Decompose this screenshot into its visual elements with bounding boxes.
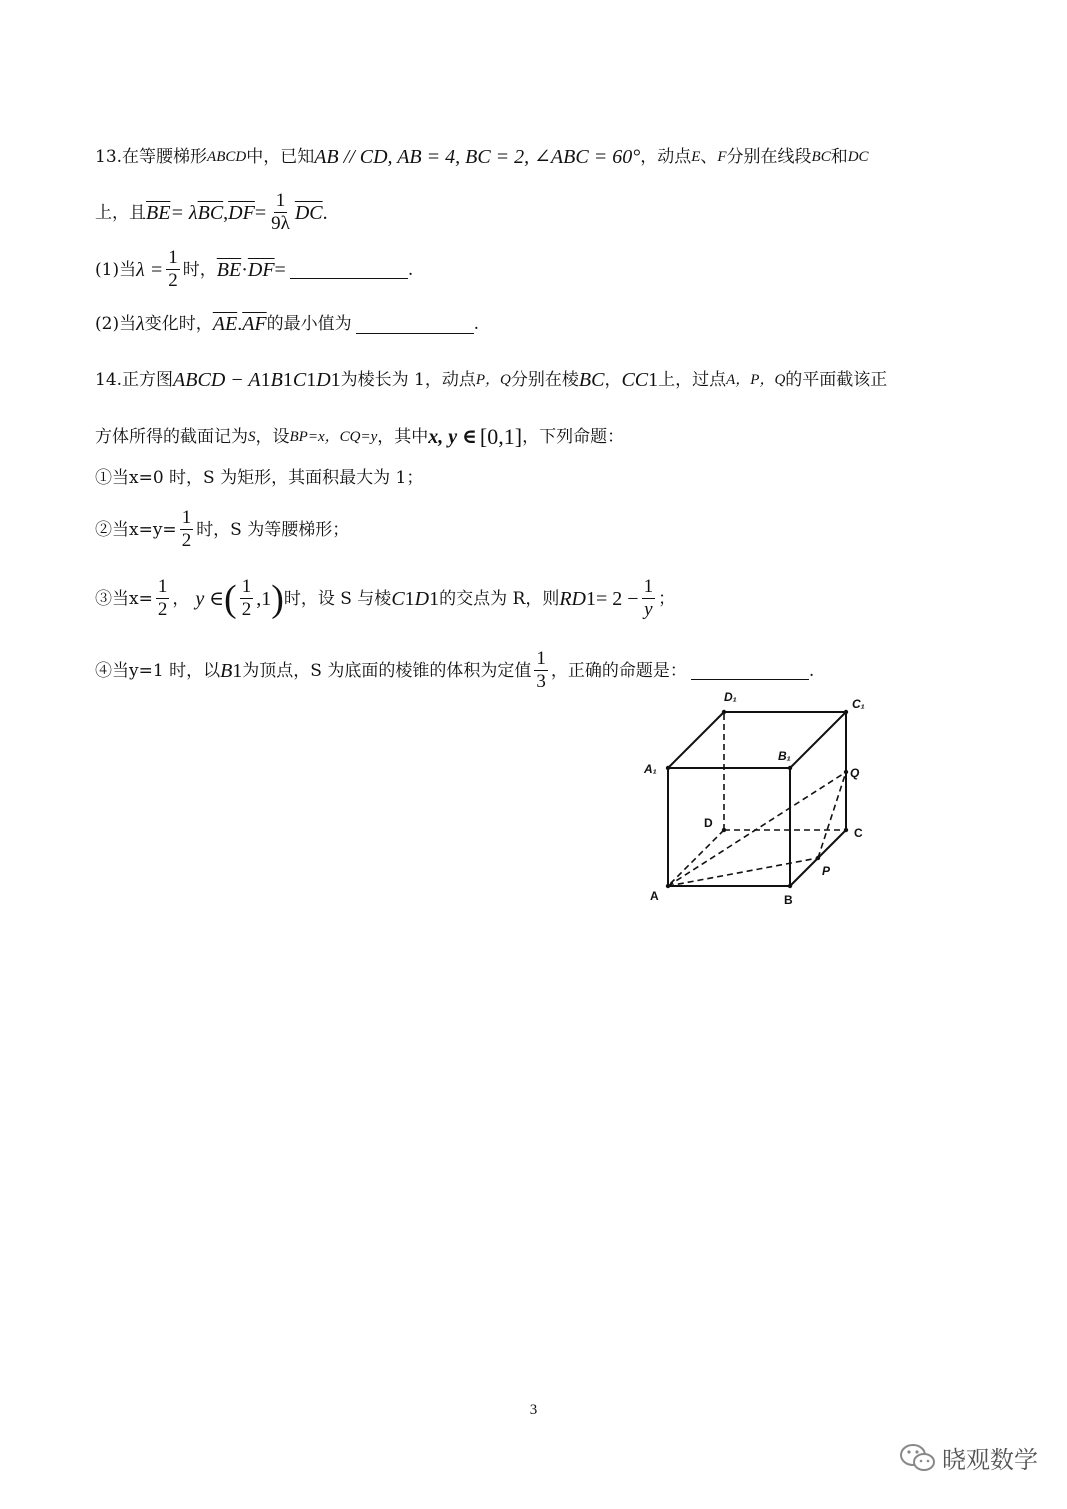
cube-figure xyxy=(600,680,900,920)
label-A: A xyxy=(650,889,659,903)
q13-part2: (2)当 λ 变化时， $\overline{AE}$ . $\overline{AF}$ 的最小值为 . xyxy=(95,313,480,335)
vertex-A xyxy=(666,884,670,888)
vertex-D xyxy=(722,828,726,832)
label-D1: D₁ xyxy=(724,690,737,704)
fraction: $\frac{1}{y}$ xyxy=(643,576,654,620)
edge-D-A xyxy=(668,830,724,886)
wechat-icon xyxy=(898,1441,938,1475)
label-Q: Q xyxy=(850,766,860,780)
label-B1: B₁ xyxy=(778,749,791,763)
edge-A1-D1 xyxy=(668,712,724,768)
watermark-text: 晓观数学 xyxy=(942,1446,1038,1474)
q14-line2: 方体所得的截面记为 S ，设 BP=x，CQ=y ，其中 x, y ∈ [0,1] ，下列命题： xyxy=(95,424,625,449)
answer-blank xyxy=(290,260,408,279)
q14-choice-1: ①当x=0 时，S 为矩形，其面积最大为 1； xyxy=(95,468,424,488)
fraction: $\frac{1}{3}$ xyxy=(536,648,546,692)
label-P: P xyxy=(822,864,831,878)
answer-blank xyxy=(356,315,474,334)
fraction: $\frac{1}{2}$ xyxy=(241,576,252,620)
q13-part1: (1)当 λ = $\frac{1}{2}$ 时， $\overline{BE}$ · $\overline{DF}$ = . xyxy=(95,247,414,291)
point-Q xyxy=(844,770,848,774)
answer-blank xyxy=(691,661,809,680)
label-B: B xyxy=(784,893,793,907)
vertex-C xyxy=(844,828,848,832)
q14-choice-3: ③当x= $\frac{1}{2}$ ， y ∈ ( $\frac{1}{2}$ ,1 ) 时，设 S 与棱 C 1 D 1 的交点为 R，则 RD 1 = 2 − $\frac{1}{y}$ ； xyxy=(95,576,676,620)
q13-conditions: AB // CD, AB = 4, BC = 2, ∠ABC = 60° xyxy=(314,146,641,168)
page-number: 3 xyxy=(529,1402,538,1418)
label-C: C xyxy=(854,826,863,840)
q13-line1: 13.在等腰梯形 ABCD 中，已知 AB // CD, AB = 4, BC = 2, ∠ABC = 60° ，动点 E 、 F 分别在线段 BC 和 DC xyxy=(95,146,869,168)
label-C1: C₁ xyxy=(852,697,865,711)
q14-line1: 14.正方图 ABCD − A 1 B 1 C 1 D 1 为棱长为 1，动点 P，Q 分别在棱 BC ， CC 1 上，过点 A，P，Q 的平面截该正 xyxy=(95,369,888,391)
q14-choice-2: ②当x=y= $\frac{1}{2}$ 时，S 为等腰梯形； xyxy=(95,507,350,551)
q13-line2: 上，且 $\overline{BE}$ = λ $\overline{BC}$ , $\overline{DF}$ = $\frac{1}{9\lambda}$ $\overline{DC}$ . xyxy=(95,190,328,234)
fraction: $\frac{1}{9\lambda}$ xyxy=(271,190,290,234)
watermark xyxy=(898,1440,1038,1475)
vertex-C1 xyxy=(844,710,848,714)
vertex-B1 xyxy=(788,766,792,770)
vertex-B xyxy=(788,884,792,888)
point-P xyxy=(816,856,820,860)
vertex-A1 xyxy=(666,766,670,770)
edge-C1-B1 xyxy=(790,712,846,768)
label-D: D xyxy=(704,816,713,830)
label-A1: A₁ xyxy=(644,762,657,776)
q14-choice-4: ④当y=1 时，以 B 1 为顶点，S 为底面的棱锥的体积为定值 $\frac{1}{3}$ ，正确的命题是： . xyxy=(95,648,815,692)
fraction: $\frac{1}{2}$ xyxy=(157,576,168,620)
fraction: $\frac{1}{2}$ xyxy=(181,507,192,551)
fraction: $\frac{1}{2}$ xyxy=(168,247,178,291)
vertex-D1 xyxy=(722,710,726,714)
